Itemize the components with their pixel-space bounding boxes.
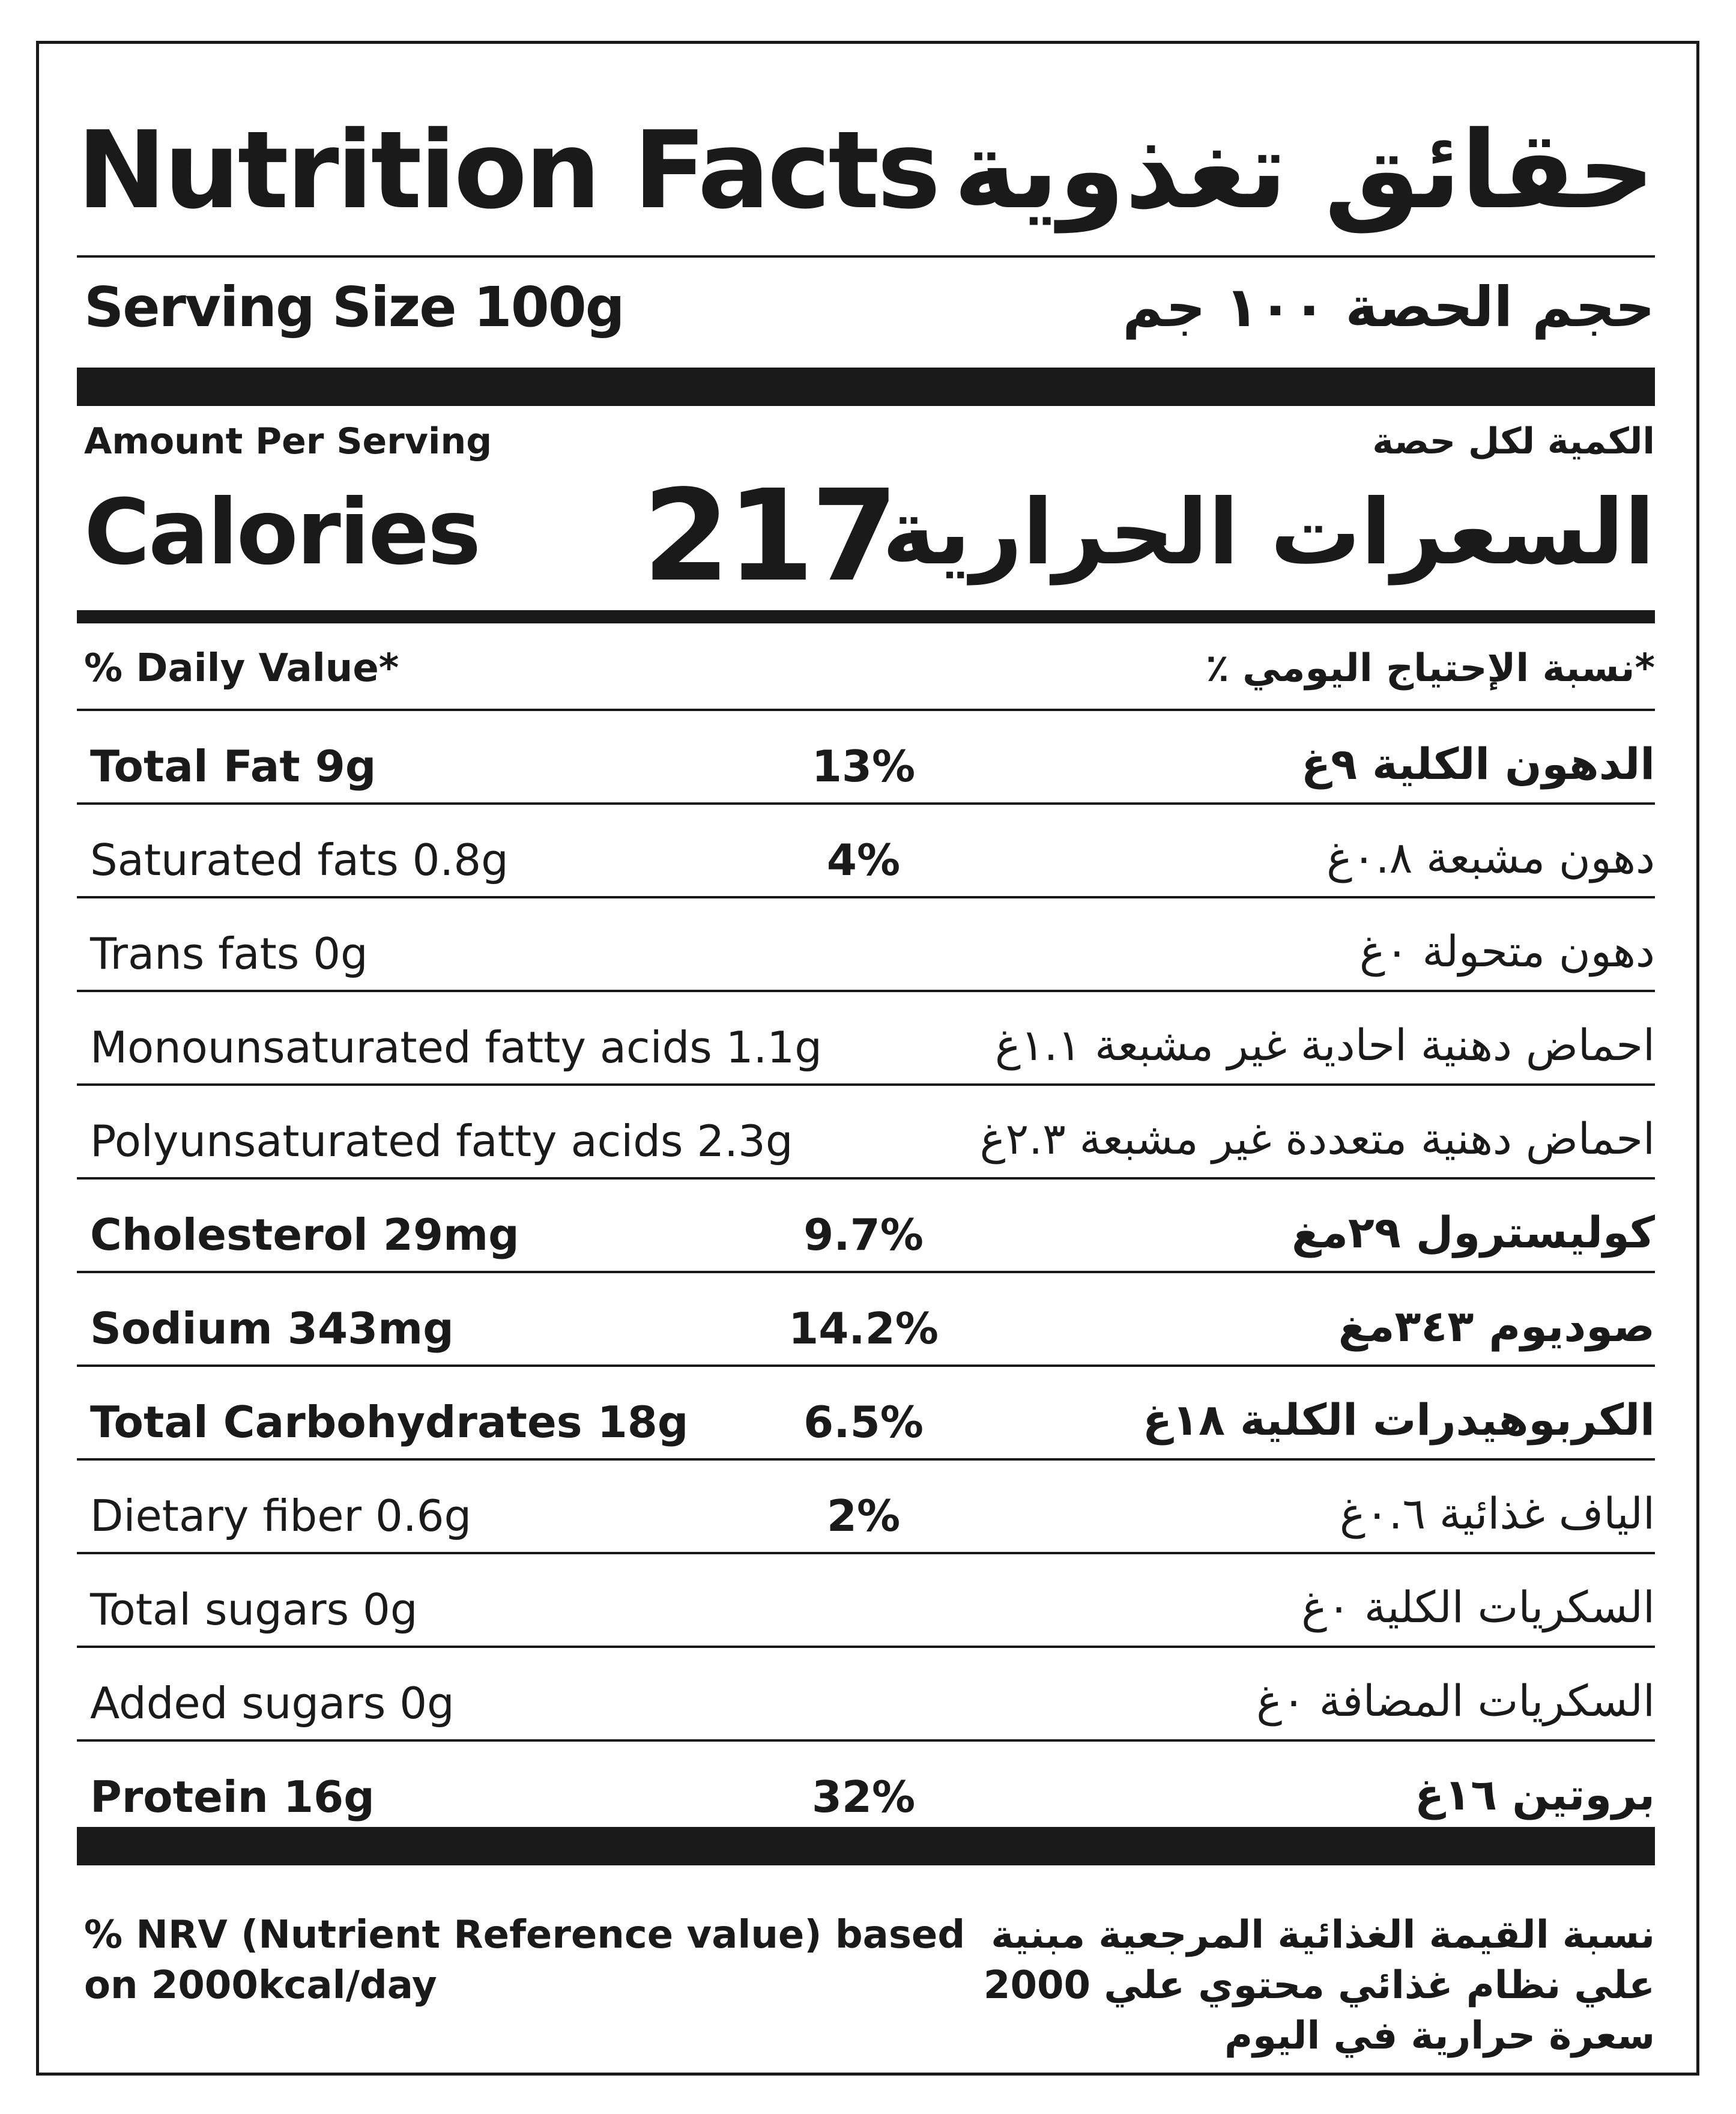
nutrient-label-english: Protein 16g: [90, 1772, 375, 1822]
table-row: [77, 1554, 1655, 1648]
nutrient-label-english: Total sugars 0g: [90, 1584, 418, 1635]
nutrient-label-english: Dietary fiber 0.6g: [90, 1491, 472, 1541]
nutrient-label-arabic: احماض دهنية متعددة غير مشبعة ٢.٣غ: [979, 1113, 1655, 1164]
serving-size-arabic: حجم الحصة ١٠٠ جم: [1122, 275, 1655, 339]
thick-bar-bottom: [77, 1827, 1655, 1865]
nutrient-label-arabic: السكريات المضافة ٠غ: [1256, 1676, 1655, 1726]
nutrient-label-arabic: الدهون الكلية ٩غ: [1301, 739, 1655, 789]
table-row: [77, 992, 1655, 1086]
calories-label-arabic: السعرات الحرارية: [882, 480, 1655, 585]
nutrient-label-arabic: السكريات الكلية ٠غ: [1301, 1582, 1655, 1632]
nutrient-daily-value: 2%: [826, 1491, 901, 1541]
nutrient-label-arabic: بروتين ١٦غ: [1415, 1769, 1655, 1820]
footnote-english: % NRV (Nutrient Reference value) based on 2000kcal/day: [84, 1913, 966, 2008]
nutrient-daily-value: 32%: [811, 1772, 916, 1822]
table-row: [77, 898, 1655, 992]
table-row: [77, 1273, 1655, 1367]
table-row: [77, 1086, 1655, 1180]
medium-bar-under-calories: [77, 610, 1655, 623]
table-row: [77, 1648, 1655, 1742]
nutrient-daily-value: 4%: [826, 835, 901, 885]
table-row: [77, 1367, 1655, 1461]
daily-value-header-arabic: *نسبة الإحتياج اليومي ٪: [1205, 646, 1655, 691]
daily-value-header-english: % Daily Value*: [84, 646, 399, 691]
divider-under-title: [77, 255, 1655, 258]
table-row: [77, 1742, 1655, 1835]
calories-label-english: Calories: [84, 480, 480, 585]
nutrient-label-english: Added sugars 0g: [90, 1678, 455, 1728]
table-row: [77, 1180, 1655, 1273]
nutrient-label-english: Saturated fats 0.8g: [90, 835, 509, 885]
nutrient-label-arabic: الياف غذائية ٠.٦غ: [1339, 1488, 1655, 1539]
serving-size-english: Serving Size 100g: [84, 275, 624, 339]
nutrient-label-english: Cholesterol 29mg: [90, 1210, 519, 1260]
footnote-arabic: نسبة القيمة الغذائية المرجعية مبنية علي نظام غذائي محتوي علي 2000 سعرة حرارية في اليوم: [983, 1913, 1655, 2058]
nutrient-label-english: Trans fats 0g: [90, 928, 368, 979]
title-arabic: حقائق تغذوية: [953, 108, 1655, 232]
nutrient-label-english: Total Fat 9g: [90, 741, 377, 792]
nutrient-label-arabic: كوليسترول ٢٩مغ: [1292, 1207, 1655, 1258]
amount-per-serving-arabic: الكمية لكل حصة: [1372, 420, 1655, 462]
table-row: [77, 805, 1655, 898]
nutrient-label-english: Monounsaturated fatty acids 1.1g: [90, 1022, 822, 1073]
nutrient-daily-value: 6.5%: [803, 1397, 924, 1447]
amount-per-serving-english: Amount Per Serving: [84, 420, 492, 462]
nutrient-label-arabic: دهون متحولة ٠غ: [1359, 926, 1655, 977]
nutrient-label-english: Sodium 343mg: [90, 1303, 454, 1354]
nutrient-label-arabic: دهون مشبعة ٠.٨غ: [1326, 832, 1655, 883]
calories-value: 217: [643, 462, 895, 610]
thick-bar-top: [77, 368, 1655, 406]
nutrient-label-arabic: احماض دهنية احادية غير مشبعة ١.١غ: [995, 1020, 1655, 1070]
nutrient-label-english: Polyunsaturated fatty acids 2.3g: [90, 1116, 793, 1166]
nutrient-daily-value: 9.7%: [803, 1210, 924, 1260]
table-row: [77, 711, 1655, 805]
nutrient-label-arabic: صوديوم ٣٤٣مغ: [1338, 1301, 1655, 1351]
nutrient-label-arabic: الكربوهيدرات الكلية ١٨غ: [1142, 1395, 1655, 1445]
nutrient-daily-value: 13%: [811, 741, 916, 792]
title-english: Nutrition Facts: [77, 108, 939, 232]
table-row: [77, 1461, 1655, 1554]
nutrient-label-english: Total Carbohydrates 18g: [90, 1397, 689, 1447]
nutrient-daily-value: 14.2%: [788, 1303, 939, 1354]
